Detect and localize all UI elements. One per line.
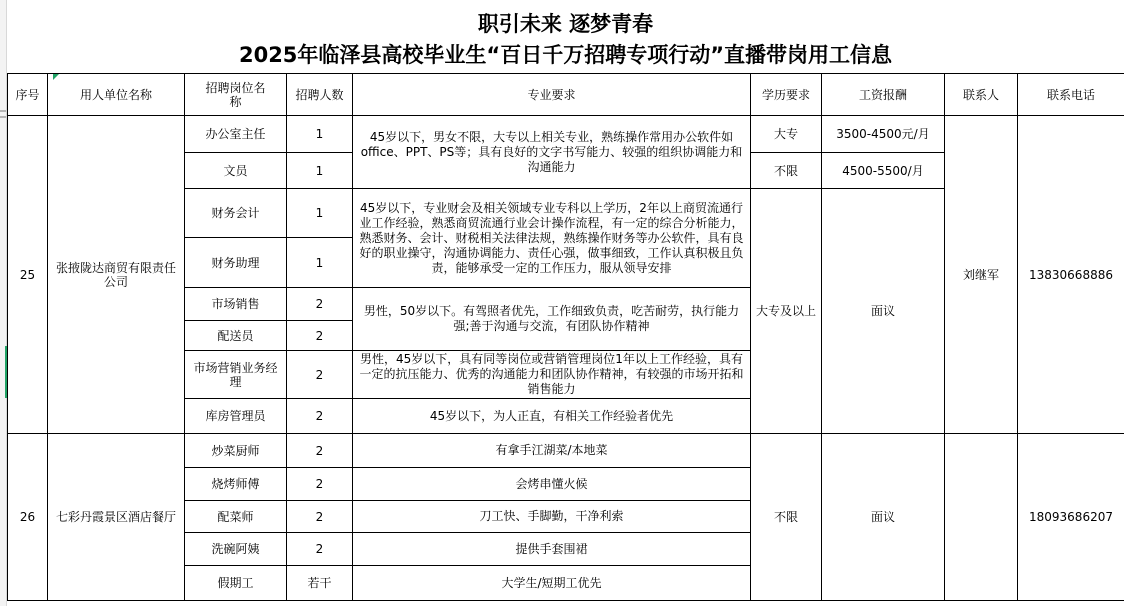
salary-cell[interactable]: 面议 [822,189,945,434]
education-cell[interactable]: 不限 [751,434,822,601]
count-cell[interactable]: 1 [287,189,353,238]
requirement-cell[interactable]: 刀工快、手脚勤，干净利索 [353,501,751,533]
header-education[interactable]: 学历要求 [751,74,822,116]
position-cell[interactable]: 配送员 [185,321,287,351]
requirement-cell[interactable]: 男性，45岁以下，具有同等岗位或营销管理岗位1年以上工作经验，具有一定的抗压能力、优秀的沟通能力和团队协作精神，有较强的市场开拓和销售能力 [353,351,751,399]
table-row [8,434,1124,468]
education-cell[interactable]: 不限 [751,153,822,189]
requirement-cell[interactable]: 会烤串懂火候 [353,468,751,501]
job-table [7,73,1124,601]
comment-indicator-icon [53,74,59,80]
contact-cell[interactable]: 刘继军 [945,116,1018,434]
gutter-tick [0,110,6,112]
requirement-cell[interactable]: 提供手套围裙 [353,533,751,566]
position-cell[interactable]: 假期工 [185,566,287,601]
header-requirement[interactable]: 专业要求 [353,74,751,116]
requirement-cell[interactable]: 有拿手江湖菜/本地菜 [353,434,751,468]
position-cell[interactable]: 烧烤师傅 [185,468,287,501]
position-cell[interactable]: 库房管理员 [185,399,287,434]
count-cell[interactable]: 2 [287,501,353,533]
position-cell[interactable]: 财务助理 [185,238,287,288]
count-cell[interactable]: 2 [287,321,353,351]
header-seq[interactable]: 序号 [8,74,48,116]
count-cell[interactable]: 2 [287,468,353,501]
count-cell[interactable]: 2 [287,288,353,321]
header-contact[interactable]: 联系人 [945,74,1018,116]
contact-cell[interactable] [945,434,1018,601]
phone-cell[interactable]: 18093686207 [1018,434,1124,601]
requirement-cell[interactable]: 男性，50岁以下。有驾照者优先，工作细致负责，吃苦耐劳，执行能力强;善于沟通与交流，有团队协作精神 [353,288,751,351]
count-cell[interactable]: 若干 [287,566,353,601]
page-title: 职引未来 逐梦青春 [477,12,654,36]
requirement-cell[interactable]: 45岁以下，为人正直，有相关工作经验者优先 [353,399,751,434]
salary-cell[interactable]: 3500-4500元/月 [822,116,945,153]
table-row [8,116,1124,153]
page-subtitle: 2025年临泽县高校毕业生“百日千万招聘专项行动”直播带岗用工信息 [238,43,893,67]
seq-cell[interactable]: 25 [8,116,48,434]
salary-cell[interactable]: 4500-5500/月 [822,153,945,189]
requirement-cell[interactable]: 45岁以下，专业财会及相关领域专业专科以上学历，2年以上商贸流通行业工作经验，熟悉商贸流通行业会计操作流程，有一定的综合分析能力，熟悉财务、会计、财税相关法律法规，熟练操作财务等办公软件，具有良好的职业操守，沟通协调能力、责任心强，做事细致，工作认真积极且负责，能够承受一定的工作压力，服从领导安排 [353,189,751,288]
header-count[interactable]: 招聘人数 [287,74,353,116]
count-cell[interactable]: 1 [287,116,353,153]
requirement-cell[interactable]: 45岁以下，男女不限，大专以上相关专业，熟练操作常用办公软件如office、PPT、PS等；具有良好的文字书写能力、较强的组织协调能力和沟通能力 [353,116,751,189]
spreadsheet [7,0,1124,606]
position-cell[interactable]: 炒菜厨师 [185,434,287,468]
header-position[interactable]: 招聘岗位名称 [185,74,287,116]
position-cell[interactable]: 文员 [185,153,287,189]
header-employer[interactable]: 用人单位名称 [48,74,185,116]
employer-cell[interactable]: 七彩丹霞景区酒店餐厅 [48,434,185,601]
position-cell[interactable]: 市场销售 [185,288,287,321]
sheet-row-gutter [0,0,7,606]
employer-cell[interactable]: 张掖陇达商贸有限责任公司 [48,116,185,434]
salary-cell[interactable]: 面议 [822,434,945,601]
header-row [8,74,1124,116]
header-salary[interactable]: 工资报酬 [822,74,945,116]
header-phone[interactable]: 联系电话 [1018,74,1124,116]
count-cell[interactable]: 2 [287,399,353,434]
count-cell[interactable]: 2 [287,351,353,399]
requirement-cell[interactable]: 大学生/短期工优先 [353,566,751,601]
phone-cell[interactable]: 13830668886 [1018,116,1124,434]
gutter-tick [0,116,6,118]
count-cell[interactable]: 1 [287,153,353,189]
count-cell[interactable]: 2 [287,434,353,468]
education-cell[interactable]: 大专及以上 [751,189,822,434]
count-cell[interactable]: 2 [287,533,353,566]
position-cell[interactable]: 办公室主任 [185,116,287,153]
position-cell[interactable]: 财务会计 [185,189,287,238]
education-cell[interactable]: 大专 [751,116,822,153]
count-cell[interactable]: 1 [287,238,353,288]
position-cell[interactable]: 洗碗阿姨 [185,533,287,566]
position-cell[interactable]: 市场营销业务经理 [185,351,287,399]
position-cell[interactable]: 配菜师 [185,501,287,533]
seq-cell[interactable]: 26 [8,434,48,601]
